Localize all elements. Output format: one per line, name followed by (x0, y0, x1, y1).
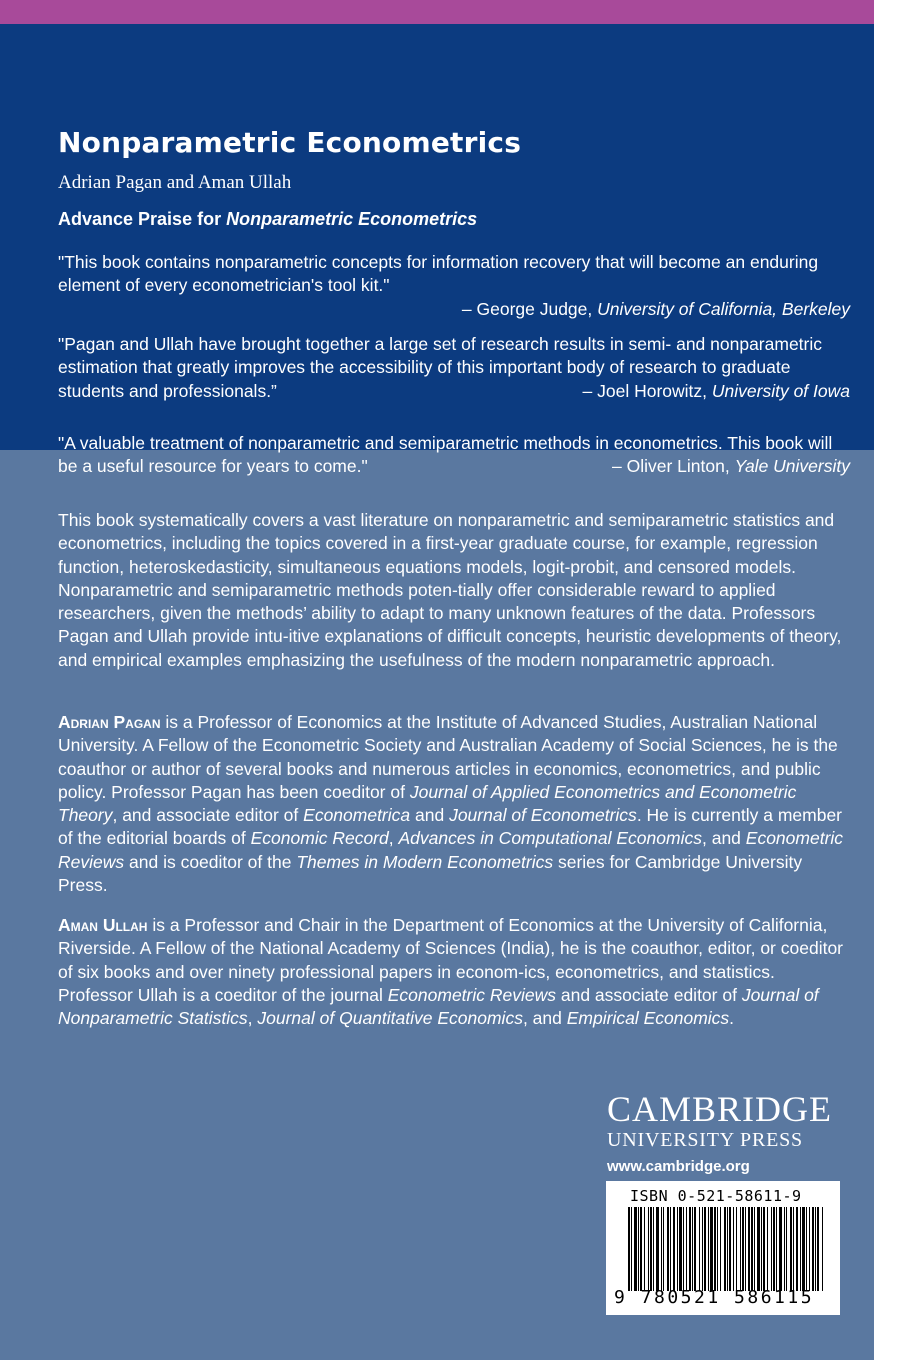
barcode-bar (736, 1207, 737, 1291)
quote-attribution (58, 298, 850, 321)
barcode-bar (694, 1207, 696, 1291)
barcode-bar (656, 1207, 659, 1291)
barcode-bar (650, 1207, 652, 1291)
barcode-bar (699, 1207, 700, 1291)
bio-text: , and (701, 828, 746, 849)
attribution-affiliation: University of California, Berkeley (597, 298, 850, 319)
barcode-bar (670, 1207, 671, 1291)
barcode-bar (809, 1207, 810, 1291)
bio-text: and associate editor of (556, 984, 742, 1005)
barcode-bar (776, 1207, 777, 1291)
barcode-bar (702, 1207, 703, 1291)
barcode-bar (822, 1207, 823, 1291)
barcode-box (606, 1181, 840, 1315)
barcode-bar (710, 1207, 713, 1291)
bio-text: , (388, 828, 399, 849)
barcode-bar (742, 1207, 744, 1291)
barcode-bar (634, 1207, 637, 1291)
barcode-bar (677, 1207, 678, 1291)
page-edge (874, 0, 907, 1360)
journal-name: Econometric Reviews (387, 984, 556, 1005)
barcode-bar (751, 1207, 753, 1291)
journal-name: Journal of Nonparametric Statistics (58, 984, 819, 1029)
book-description: This book systematically covers a vast literature on nonparametric and semiparametric statistics and econometrics, including the topics covered in a first-year graduate course, for example, regression function, heteroskedasticity, simultaneous equations models, logit-probit, and censored models. Nonparametric and semiparametric methods poten-tially offer considerable reward to applied researchers, given the methods’ ability to adapt to many unknown features of the data. Professors Pagan and Ullah provide intu-itive explanations of difficult concepts, heuristic developments of theory, and empirical examples emphasizing the usefulness of the modern nonparametric approach. (58, 510, 842, 670)
journal-name: Empirical Economics (566, 1008, 730, 1029)
barcode-bar (708, 1207, 709, 1291)
barcode-bar (667, 1207, 669, 1291)
barcode-bar (757, 1207, 760, 1291)
bio-text: and is coeditor of the (124, 851, 297, 872)
journal-name: Economic Record (250, 828, 389, 849)
barcode-bar (790, 1207, 792, 1291)
bio-text: . (729, 1008, 735, 1029)
barcode-bar (767, 1207, 768, 1291)
barcode-bar (800, 1207, 801, 1291)
barcode-bar (704, 1207, 706, 1291)
barcode-bar (815, 1207, 816, 1291)
barcode-bar (786, 1207, 787, 1291)
barcode-bar (638, 1207, 639, 1291)
barcode-bar (644, 1207, 645, 1291)
barcode-bar (812, 1207, 814, 1291)
barcode-bar (754, 1207, 755, 1291)
barcode-number: 9 780521 586115 (614, 1287, 815, 1308)
barcode-bar (784, 1207, 785, 1291)
barcode-bar (773, 1207, 775, 1291)
bio-text: series for Cambridge University Press. (58, 851, 803, 896)
barcode-bar (661, 1207, 662, 1291)
barcode-bar (686, 1207, 687, 1291)
publisher-logo (607, 1090, 839, 1175)
barcode-bar (673, 1207, 675, 1291)
journal-name: Journal of Applied Econometrics and Econometric Theory (58, 781, 797, 826)
isbn-label: ISBN 0-521-58611-9 (630, 1187, 802, 1205)
bio-text: , and (522, 1008, 567, 1029)
praise-quote-2 (58, 333, 850, 403)
bio-text: is a Professor of Economics at the Institute of Advanced Studies, Australian National University. A Fellow of the Econometric Society and Australian Academy of Social Sciences, he is the coauthor or author of several books and numerous articles in economics, econometrics, and public policy. Professor Pagan has been coeditor of (58, 712, 838, 802)
barcode-bar (724, 1207, 726, 1291)
barcode-bar (771, 1207, 772, 1291)
book-authors: Adrian Pagan and Aman Ullah (58, 172, 292, 193)
barcode-bar (628, 1207, 630, 1291)
barcode-bar (761, 1207, 762, 1291)
barcode-bar (745, 1207, 746, 1291)
barcode-bar (663, 1207, 664, 1291)
praise-quote-3 (58, 432, 850, 479)
bio-text: . He is currently a member of the editorial boards of (58, 805, 843, 849)
author-bio-ullah (58, 914, 850, 1030)
quote-text: "Pagan and Ullah have brought together a large set of research results in semi- and nonparametric estimation that greatly improves the accessibility of this important body of research to graduate students and professionals.” (58, 334, 823, 401)
barcode-bar (802, 1207, 805, 1291)
publisher-subname: UNIVERSITY PRESS (607, 1129, 803, 1151)
barcode-bar (692, 1207, 693, 1291)
praise-heading-title: Nonparametric Econometrics (226, 209, 478, 229)
book-title: Nonparametric Econometrics (58, 126, 522, 159)
journal-name: Journal of Quantitative Economics (257, 1008, 523, 1029)
barcode-bar (720, 1207, 721, 1291)
barcode-bar (648, 1207, 649, 1291)
barcode-bar (763, 1207, 765, 1291)
praise-quote-1 (58, 251, 850, 321)
attribution-affiliation: University of Iowa (711, 380, 850, 401)
author-bio-pagan (58, 711, 850, 897)
praise-heading-prefix: Advance Praise for (58, 209, 227, 229)
attribution-name: – George Judge, (461, 298, 598, 319)
barcode-bar (779, 1207, 782, 1291)
attribution-affiliation: Yale University (734, 456, 850, 477)
barcode-bar (683, 1207, 684, 1291)
quote-attribution (583, 380, 850, 403)
barcode-bar (631, 1207, 632, 1291)
barcode-bar (727, 1207, 728, 1291)
bio-text: , and associate editor of (112, 805, 304, 826)
bio-text: is a Professor and Chair in the Department of Economics at the University of California, Riverside. A Fellow of the National Academy of Sciences (India), he is the coauthor, editor, or coeditor of six books and over ninety professional papers in econom-ics, econometrics, and statistics. Professor Ullah is a coeditor of the journal (58, 915, 844, 1005)
bio-author-name: Adrian Pagan (58, 712, 161, 732)
quote-text: "This book contains nonparametric concepts for information recovery that will become an enduring element of every econometrician's tool kit." (58, 252, 819, 296)
journal-name: Journal of Econometrics (449, 805, 637, 826)
barcode-bar (679, 1207, 682, 1291)
series-name: Themes in Modern Econometrics (296, 851, 554, 872)
praise-heading (58, 209, 477, 230)
barcode-bar (796, 1207, 798, 1291)
attribution-name: – Oliver Linton, (612, 456, 735, 477)
publisher-name: CAMBRIDGE (607, 1089, 833, 1129)
quote-attribution (612, 455, 850, 478)
bio-text: and (410, 805, 450, 826)
barcode-bar (817, 1207, 819, 1291)
barcode-bar (729, 1207, 731, 1291)
barcode-bar (806, 1207, 807, 1291)
barcode-icon (628, 1207, 824, 1291)
journal-name: Advances in Computational Economics (398, 828, 702, 849)
bio-author-name: Aman Ullah (58, 915, 148, 935)
barcode-bar (640, 1207, 642, 1291)
top-color-stripe (0, 0, 874, 24)
barcode-bar (793, 1207, 794, 1291)
barcode-bar (717, 1207, 718, 1291)
quote-text: "A valuable treatment of nonparametric and semiparametric methods in econometrics. This book will be a useful resource for years to come." (58, 433, 833, 477)
barcode-bar (733, 1207, 734, 1291)
attribution-name: – Joel Horowitz, (582, 380, 712, 401)
barcode-bar (653, 1207, 654, 1291)
journal-name: Econometrica (303, 805, 411, 826)
publisher-url: www.cambridge.org (607, 1158, 750, 1175)
barcode-bar (689, 1207, 691, 1291)
journal-name: Econometric Reviews (58, 828, 844, 872)
barcode-bar (714, 1207, 716, 1291)
barcode-bar (748, 1207, 750, 1291)
barcode-bar (740, 1207, 741, 1291)
bio-text: , (247, 1008, 258, 1029)
